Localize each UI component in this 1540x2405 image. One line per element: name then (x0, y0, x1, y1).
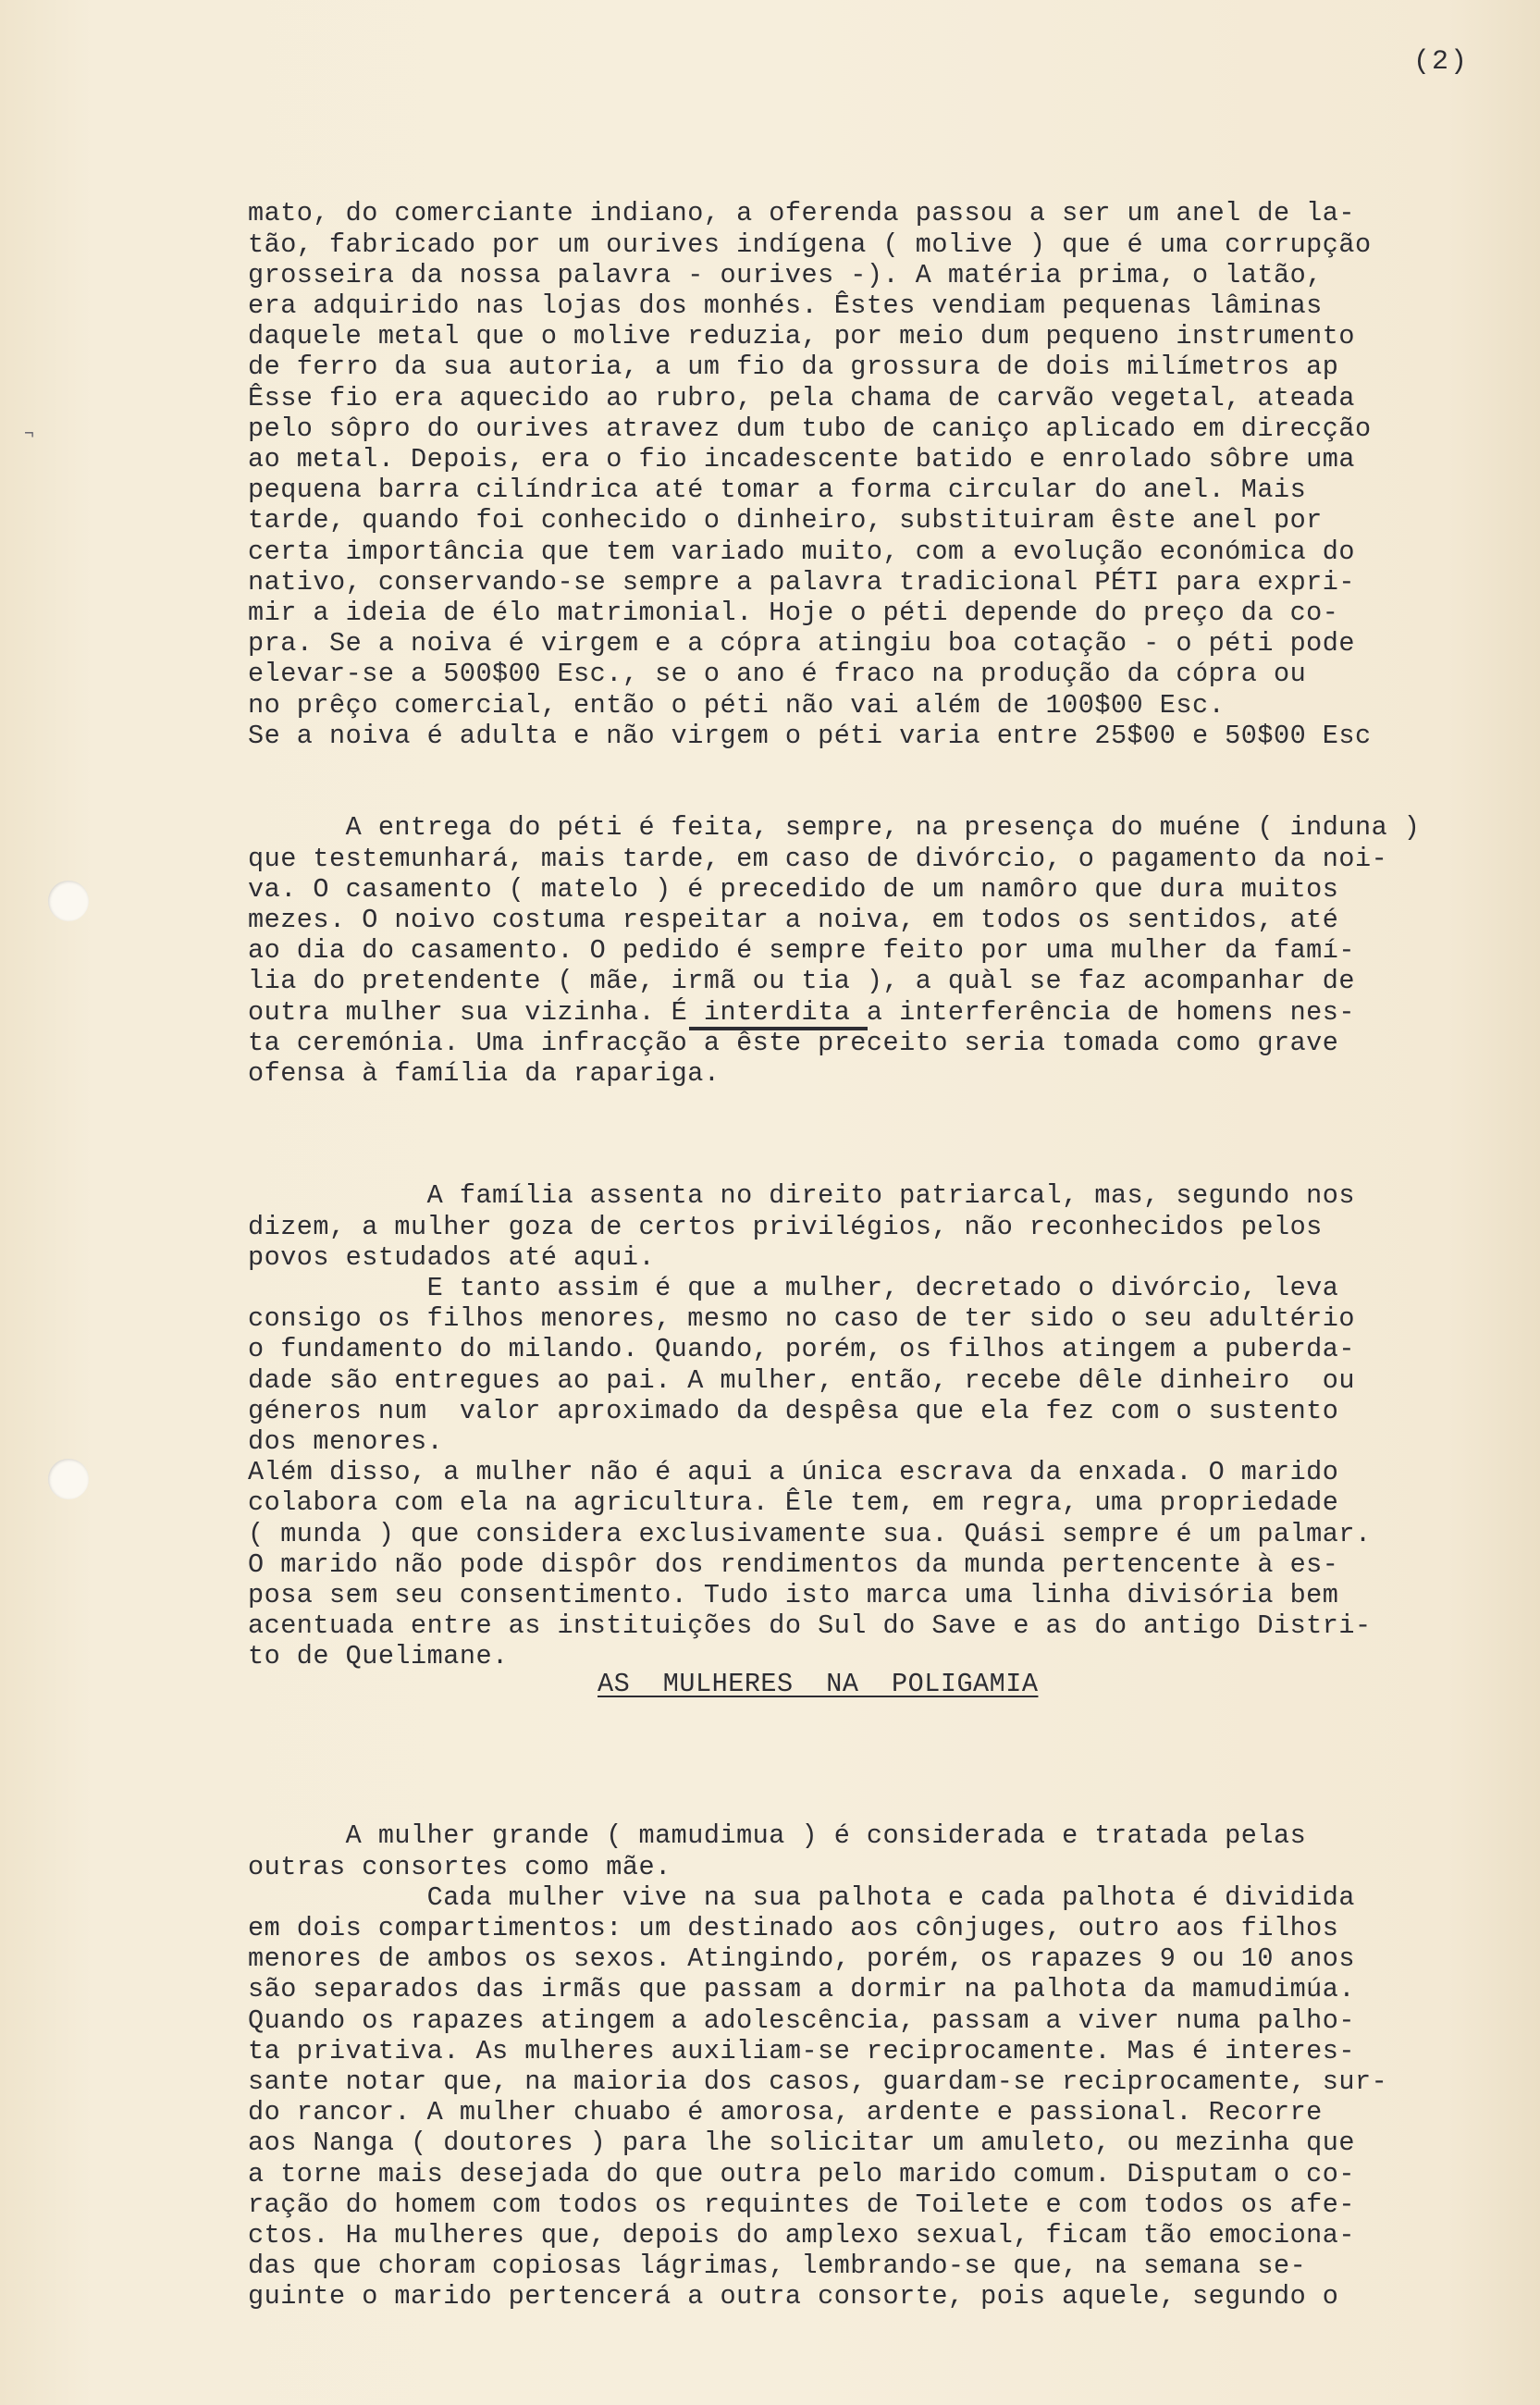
page-number: (2) (1413, 46, 1470, 78)
punch-hole (48, 881, 89, 921)
punch-hole (48, 1459, 89, 1499)
paragraph: A mulher grande ( mamudimua ) é considerada e tratada pelas outras consortes como mãe. Cada mulher vive na sua palhota e cada palhota é dividida em dois compartimentos: um destinado aos cônjuges, outro aos filhos menores de ambos os sexos. Atingindo, porém, os rapazes 9 ou 10 anos são separados das irmãs que passam a dormir na palhota da mamudimúa. Quando os rapazes atingem a adolescência, passam a viver numa palho- ta privativa. As mulheres auxiliam-se reciprocamente. Mas é interes- sante notar que, na maioria dos casos, guardam-se reciprocamente, sur- do rancor. A mulher chuabo é amorosa, ardente e passional. Recorre aos Nanga ( doutores ) para lhe solicitar um amuleto, ou mezinha que a torne mais desejada do que outra pelo marido comum. Disputam o co- ração do homem com todos os requintes de Toilete e com todos os afe- ctos. Ha mulheres que, depois do amplexo sexual, ficam tão emociona- das que choram copiosas lágrimas, lembrando-se que, na semana se- guinte o marido pertencerá a outra consorte, pois aquele, segundo o (248, 1820, 1388, 2312)
body-text-bottom (248, 1759, 1515, 2374)
paragraph: A família assenta no direito patriarcal, mas, segundo nos dizem, a mulher goza de certos privilégios, não reconhecidos pelos povos estudados até aqui. E tanto assim é que a mulher, decretado o divórcio, leva consigo os filhos menores, mesmo no caso de ter sido o seu adultério o fundamento do milando. Quando, porém, os filhos atingem a puberda- dade são entregues ao pai. A mulher, então, recebe dêle dinheiro ou géneros num valor aproximado da despêsa que ela fez com o sustento dos menores. Além disso, a mulher não é aqui a única escrava da enxada. O marido colabora com ela na agricultura. Êle tem, em regra, uma propriedade ( munda ) que considera exclusivamente sua. Quási sempre é um palmar. O marido não pode dispôr dos rendimentos da munda pertencente à es- posa sem seu consentimento. Tudo isto marca uma linha divisória bem acentuada entre as instituições do Sul do Save e as do antigo Distri- to de Quelimane. (248, 1180, 1372, 1672)
body-text-middle (248, 1119, 1515, 1733)
section-divider (689, 1027, 868, 1030)
paragraph: mato, do comerciante indiano, a oferenda passou a ser um anel de la- tão, fabricado por um ourives indígena ( molive ) que é uma corrupção grosseira da nossa palavra - ourives -). A matéria prima, o latão, era adquirido nas lojas dos monhés. Êstes vendiam pequenas lâminas daquele metal que o molive reduzia, por meio dum pequeno instrumento de ferro da sua autoria, a um fio da grossura de dois milímetros ap Êsse fio era aquecido ao rubro, pela chama de carvão vegetal, ateada pelo sôpro do ourives atravez dum tubo de caniço aplicado em direcção ao metal. Depois, era o fio incadescente batido e enrolado sôbre uma pequena barra cilíndrica até tomar a forma circular do anel. Mais tarde, quando foi conhecido o dinheiro, substituiram êste anel por certa importância que tem variado muito, com a evolução económica do nativo, conservando-se sempre a palavra tradicional PÉTI para expri- mir a ideia de élo matrimonial. Hoje o péti depende do preço da co- pra. Se a noiva é virgem e a cópra atingiu boa cotação - o péti pode elevar-se a 500$00 Esc., se o ano é fraco na produção da cópra ou no prêço comercial, então o péti não vai além de 100$00 Esc. Se a noiva é adulta e não virgem o péti varia entre 25$00 e 50$00 Esc (248, 198, 1372, 751)
paragraph: A entrega do péti é feita, sempre, na presença do muéne ( induna ) que testemunhará, mais tarde, em caso de divórcio, o pagamento da noi- va. O casamento ( matelo ) é precedido de um namôro que dura muitos mezes. O noivo costuma respeitar a noiva, em todos os sentidos, até ao dia do casamento. O pedido é sempre feito por uma mulher da famí- lia do pretendente ( mãe, irmã ou tia ), a quàl se faz acompanhar de outra mulher sua vizinha. É interdita a interferência de homens nes- ta ceremónia. Uma infracção a êste preceito seria tomada como grave ofensa à família da rapariga. (248, 812, 1421, 1090)
body-text-top (248, 137, 1515, 1151)
margin-mark: ¬ (24, 426, 34, 444)
section-heading: AS MULHERES NA POLIGAMIA (598, 1669, 1039, 1699)
